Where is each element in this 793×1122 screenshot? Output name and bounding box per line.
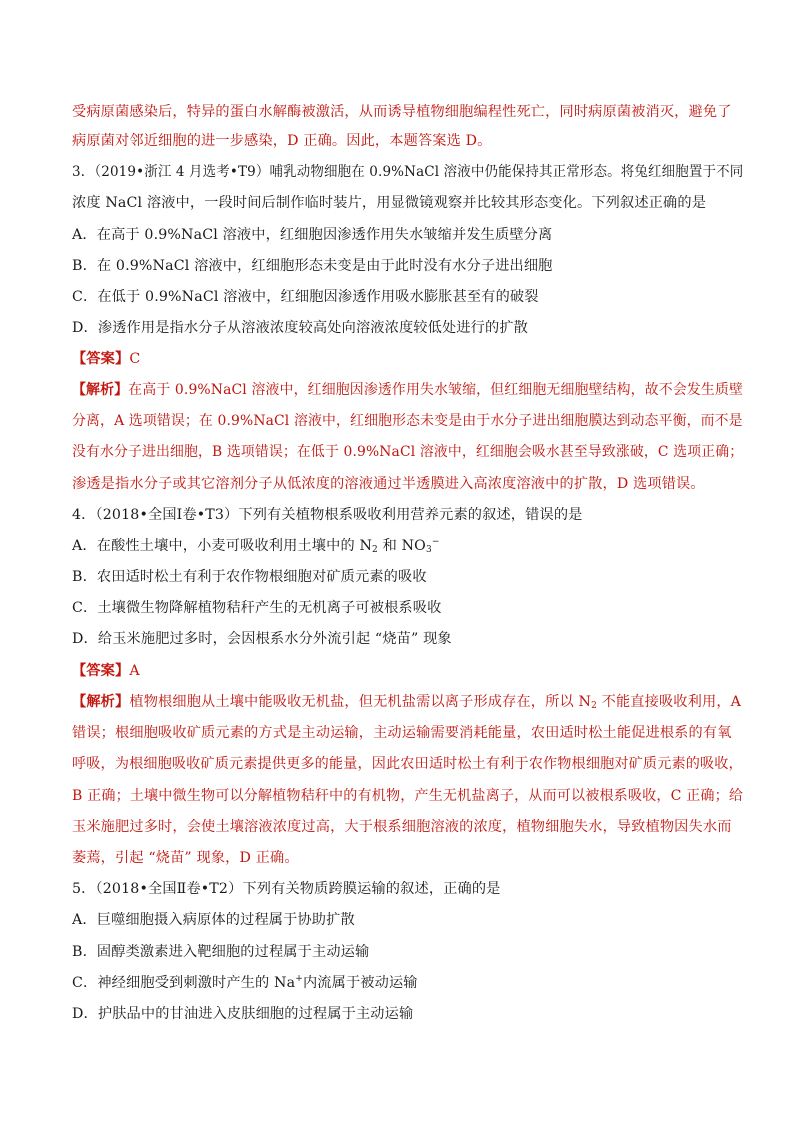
q3-option-a: A．在高于 0.9%NaCl 溶液中，红细胞因渗透作用失水皱缩并发生质壁分离 — [72, 227, 553, 243]
q4-analysis-line-4: B 正确；土壤中微生物可以分解植物秸秆中的有机物，产生无机盐离子，从而可以被根系吸收，C 正确；给 — [72, 788, 744, 804]
q4-analysis-sub: 2 — [591, 701, 597, 711]
q3-answer-tag: 【答案】 — [72, 351, 130, 367]
q4-analysis-line-2: 错误；根细胞吸收矿质元素的方式是主动运输，主动运输需要消耗能量，农田适时松土能促进根系的有氧 — [72, 725, 732, 741]
q4-analysis-line-6: 萎蔫，引起 “烧苗” 现象，D 正确。 — [72, 850, 299, 866]
q3-analysis-line-1 — [72, 380, 743, 400]
q4-option-a-sub2: 3 — [425, 545, 432, 555]
q5-option-c-text: C．神经细胞受到刺激时产生的 Na — [72, 975, 296, 991]
q3-option-d: D．渗透作用是指水分子从溶液浓度较高处向溶液浓度较低处进行的扩散 — [72, 320, 528, 336]
q3-option-b: B．在 0.9%NaCl 溶液中，红细胞形态未变是由于此时没有水分子进出细胞 — [72, 258, 553, 274]
q4-stem: 4．（2018•全国Ⅰ卷•T3）下列有关植物根系吸收利用营养元素的叙述，错误的是 — [72, 507, 583, 523]
q4-answer-value: A — [129, 663, 140, 679]
q5-stem: 5．（2018•全国Ⅱ卷•T2）下列有关物质跨膜运输的叙述，正确的是 — [72, 881, 501, 897]
q4-answer — [72, 661, 140, 681]
q5-option-c — [72, 973, 418, 993]
q4-option-d: D．给玉米施肥过多时，会因根系水分外流引起 “烧苗” 现象 — [72, 631, 452, 647]
q3-answer — [72, 349, 140, 369]
q5-option-a: A．巨噬细胞摄入病原体的过程属于协助扩散 — [72, 912, 355, 928]
q4-option-a-sup: − — [431, 537, 440, 547]
q3-analysis-tag: 【解析】 — [72, 382, 129, 398]
q5-option-c-sup: + — [295, 974, 303, 984]
q3-option-c: C．在低于 0.9%NaCl 溶液中，红细胞因渗透作用吸水膨胀甚至有的破裂 — [72, 289, 539, 305]
q3-answer-value: C — [129, 351, 141, 367]
q4-option-a-text: A．在酸性土壤中，小麦可吸收利用土壤中的 N — [72, 538, 373, 554]
q3-analysis-line-3: 没有水分子进出细胞，B 选项错误；在低于 0.9%NaCl 溶液中，红细胞会吸水甚至导致涨破，C 选项正确； — [72, 444, 744, 460]
q4-analysis-line-5: 玉米施肥过多时，会使土壤溶液浓度过高，大于根系细胞溶液的浓度，植物细胞失水，导致植物因失水而 — [72, 819, 732, 835]
q4-analysis-tag: 【解析】 — [72, 694, 130, 710]
q4-option-a — [72, 536, 440, 556]
q4-analysis-line-1 — [72, 692, 741, 712]
q2-analysis-line-2: 病原菌对邻近细胞的进一步感染，D 正确。因此，本题答案选 D。 — [72, 133, 492, 149]
q3-analysis-line-2: 分离，A 选项错误；在 0.9%NaCl 溶液中，红细胞形态未变是由于水分子进出细胞膜达到动态平衡，而不是 — [72, 413, 743, 429]
q4-option-a-mid: 和 NO — [377, 538, 426, 554]
q4-analysis-line-3: 呼吸，为根细胞吸收矿质元素提供更多的能量，因此农田适时松土有利于农作物根细胞对矿质元素的吸收， — [72, 756, 743, 772]
q4-option-c: C．土壤微生物降解植物秸秆产生的无机离子可被根系吸收 — [72, 600, 442, 616]
q5-option-b: B．固醇类激素进入靶细胞的过程属于主动运输 — [72, 944, 370, 960]
q5-option-c-text-b: 内流属于被动运输 — [302, 975, 418, 991]
q5-option-d: D．护肤品中的甘油进入皮肤细胞的过程属于主动运输 — [72, 1006, 414, 1022]
q2-analysis-line-1: 受病原菌感染后，特异的蛋白水解酶被激活，从而诱导植物细胞编程性死亡，同时病原菌被消灭，避免了 — [72, 104, 732, 120]
q4-answer-tag: 【答案】 — [72, 663, 130, 679]
q4-analysis-text-1b: 不能直接吸收利用，A — [596, 694, 742, 710]
q3-stem-line-2: 浓度 NaCl 溶液中，一段时间后制作临时装片，用显微镜观察并比较其形态变化。下列叙述正确的是 — [72, 195, 707, 211]
q3-analysis-line-4: 渗透是指水分子或其它溶剂分子从低浓度的溶液通过半透膜进入高浓度溶液中的扩散，D 选项错误。 — [72, 476, 705, 492]
q4-option-a-sub: 2 — [372, 545, 378, 555]
q3-analysis-text-1: 在高于 0.9%NaCl 溶液中，红细胞因渗透作用失水皱缩，但红细胞无细胞壁结构，故不会发生质壁 — [128, 382, 744, 398]
q4-analysis-text-1: 植物根细胞从土壤中能吸收无机盐，但无机盐需以离子形成存在，所以 N — [129, 694, 592, 710]
q4-option-b: B．农田适时松土有利于农作物根细胞对矿质元素的吸收 — [72, 569, 427, 585]
q3-stem-line-1: 3．（2019•浙江 4 月选考•T9）哺乳动物细胞在 0.9%NaCl 溶液中仍能保持其正常形态。将兔红细胞置于不同 — [72, 164, 744, 180]
